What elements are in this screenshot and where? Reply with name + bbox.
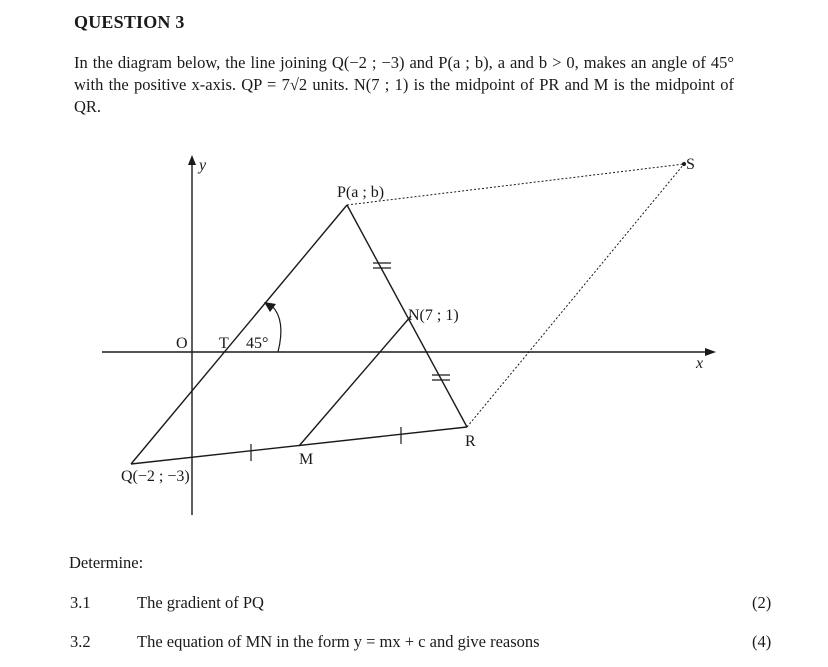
determine-label: Determine: xyxy=(69,553,144,572)
x-axis-label: x xyxy=(696,355,704,372)
line-MN xyxy=(299,316,411,446)
angle-arc xyxy=(272,306,281,352)
dotted-line-PS xyxy=(347,164,684,205)
dotted-line-RS xyxy=(467,164,684,427)
point-P-label: P(a ; b) xyxy=(337,184,385,201)
point-R-label: R xyxy=(465,433,476,450)
angle-arc-arrow xyxy=(264,302,276,312)
angle-label: 45° xyxy=(246,335,269,352)
point-N-label: N(7 ; 1) xyxy=(408,307,459,324)
point-S-label: S xyxy=(686,156,695,173)
question-text: The gradient of PQ xyxy=(137,593,264,612)
question-marks: (4) xyxy=(752,632,772,651)
y-axis-arrow xyxy=(188,155,196,165)
question-text: The equation of MN in the form y = mx + c and give reasons xyxy=(137,632,540,651)
origin-label: O xyxy=(176,335,188,352)
question-number: 3.1 xyxy=(70,593,91,612)
x-axis-arrow xyxy=(705,348,716,356)
question-number: 3.2 xyxy=(70,632,91,651)
question-heading: QUESTION 3 xyxy=(74,12,185,32)
point-T-label: T xyxy=(219,335,229,352)
line-QP xyxy=(131,205,347,464)
y-axis-label: y xyxy=(199,157,207,174)
question-marks: (2) xyxy=(752,593,772,612)
point-Q-label: Q(−2 ; −3) xyxy=(121,468,190,485)
point-M-label: M xyxy=(299,451,314,468)
intro-text: In the diagram below, the line joining Q(−2 ; −3) and P(a ; b), a and b > 0, makes an angle of 45° with the positive x-axis. QP = 7√2 units. N(7 ; 1) is the midpoint of PR and M is the midpoint of QR. xyxy=(74,53,734,116)
